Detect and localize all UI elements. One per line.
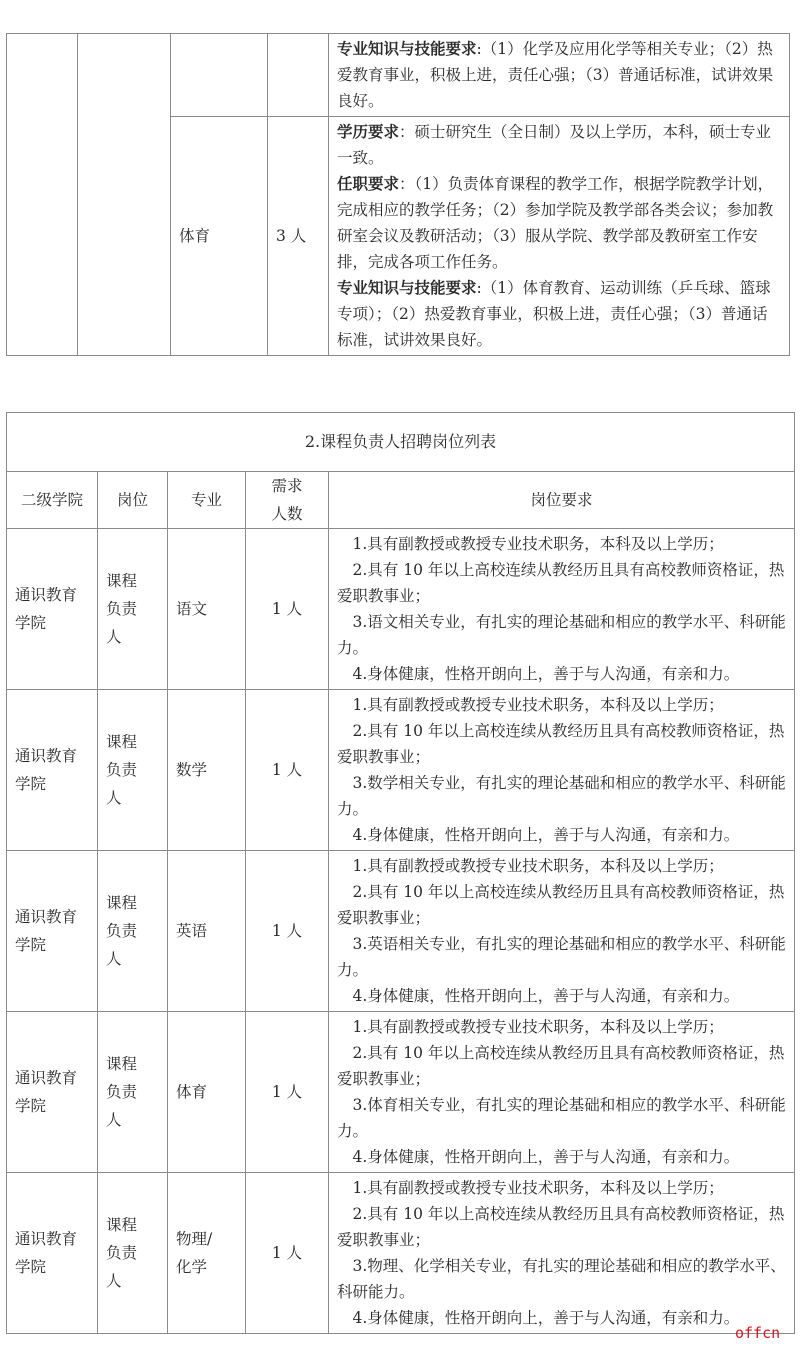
req-label: 学历要求 — [337, 122, 400, 141]
position-cell — [78, 34, 171, 356]
count-cell: 1 人 — [246, 1173, 329, 1334]
position-cell: 课程负责人 — [98, 1173, 168, 1334]
req-text: :（1）化学及应用化学等相关专业；（2）热爱教育事业，积极上进，责任心强；（3）普通话标准，试讲效果良好。 — [337, 40, 774, 110]
requirement-item: 4.身体健康，性格开朗向上，善于与人沟通，有亲和力。 — [352, 1148, 740, 1166]
header-major: 专业 — [168, 472, 246, 529]
requirements-cell — [329, 690, 795, 851]
requirement-item: 4.身体健康，性格开朗向上，善于与人沟通，有亲和力。 — [352, 665, 740, 683]
requirement-item: 3.体育相关专业，有扎实的理论基础和相应的教学水平、科研能力。 — [337, 1096, 786, 1140]
requirement-item: 3.英语相关专业，有扎实的理论基础和相应的教学水平、科研能力。 — [337, 935, 786, 979]
count-cell — [268, 34, 329, 117]
requirements-cell — [329, 117, 790, 356]
table-row — [7, 690, 795, 851]
header-count: 需求人数 — [246, 472, 329, 529]
teacher-position-table-continued — [6, 33, 790, 356]
header-college: 二级学院 — [7, 472, 98, 529]
requirements-cell — [329, 1012, 795, 1173]
requirement-item: 1.具有副教授或教授专业技术职务，本科及以上学历； — [352, 857, 724, 875]
course-leader-position-table — [6, 412, 795, 1334]
table-row — [7, 1012, 795, 1173]
major-cell: 体育 — [168, 1012, 246, 1173]
table-row — [7, 1173, 795, 1334]
requirement-item: 4.身体健康，性格开朗向上，善于与人沟通，有亲和力。 — [352, 987, 740, 1005]
requirement-item: 2.具有 10 年以上高校连续从教经历且具有高校教师资格证，热爱职教事业； — [337, 1044, 785, 1088]
major-cell: 语文 — [168, 529, 246, 690]
requirement-item: 3.语文相关专业，有扎实的理论基础和相应的教学水平、科研能力。 — [337, 613, 786, 657]
offcn-watermark: offcn — [735, 1324, 781, 1342]
table-header-row — [7, 472, 795, 529]
position-cell: 课程负责人 — [98, 851, 168, 1012]
header-requirements: 岗位要求 — [329, 472, 795, 529]
req-text: :（1）体育教育、运动训练（乒乓球、篮球专项）；（2）热爱教育事业，积极上进，责任心强；（3）普通话标准，试讲效果良好。 — [337, 279, 771, 349]
major-cell — [171, 34, 268, 117]
requirement-item: 4.身体健康，性格开朗向上，善于与人沟通，有亲和力。 — [352, 1309, 740, 1327]
requirements-cell — [329, 529, 795, 690]
table-row — [7, 529, 795, 690]
count-cell: 1 人 — [246, 851, 329, 1012]
requirement-item: 1.具有副教授或教授专业技术职务，本科及以上学历； — [352, 696, 724, 714]
req-label: 专业知识与技能要求 — [337, 278, 477, 297]
requirement-item: 2.具有 10 年以上高校连续从教经历且具有高校教师资格证，热爱职教事业； — [337, 722, 785, 766]
table-row — [7, 34, 790, 117]
college-cell: 通识教育学院 — [7, 529, 98, 690]
req-label: 任职要求 — [337, 174, 400, 193]
major-cell: 英语 — [168, 851, 246, 1012]
college-cell: 通识教育学院 — [7, 1173, 98, 1334]
requirement-item: 2.具有 10 年以上高校连续从教经历且具有高校教师资格证，热爱职教事业； — [337, 561, 785, 605]
position-cell: 课程负责人 — [98, 529, 168, 690]
req-text: ：（1）负责体育课程的教学工作，根据学院教学计划，完成相应的教学任务；（2）参加学院及教学部各类会议；参加教研室会议及教研活动；（3）服从学院、教学部及教研室工作安排，完成各项工作任务。 — [337, 175, 774, 271]
position-cell: 课程负责人 — [98, 1012, 168, 1173]
position-cell: 课程负责人 — [98, 690, 168, 851]
count-cell: 1 人 — [246, 529, 329, 690]
req-text: ：硕士研究生（全日制）及以上学历，本科，硕士专业一致。 — [337, 123, 772, 167]
requirement-item: 2.具有 10 年以上高校连续从教经历且具有高校教师资格证，热爱职教事业； — [337, 883, 785, 927]
req-label: 专业知识与技能要求 — [337, 39, 477, 58]
college-cell: 通识教育学院 — [7, 690, 98, 851]
count-cell: 1 人 — [246, 690, 329, 851]
table-row — [7, 851, 795, 1012]
college-cell: 通识教育学院 — [7, 851, 98, 1012]
requirement-item: 3.物理、化学相关专业，有扎实的理论基础和相应的教学水平、科研能力。 — [337, 1257, 786, 1301]
requirements-cell — [329, 1173, 795, 1334]
college-cell: 通识教育学院 — [7, 1012, 98, 1173]
requirement-item: 4.身体健康，性格开朗向上，善于与人沟通，有亲和力。 — [352, 826, 740, 844]
requirement-item: 1.具有副教授或教授专业技术职务，本科及以上学历； — [352, 1179, 724, 1197]
requirement-item: 1.具有副教授或教授专业技术职务，本科及以上学历； — [352, 535, 724, 553]
requirement-item: 2.具有 10 年以上高校连续从教经历且具有高校教师资格证，热爱职教事业； — [337, 1205, 785, 1249]
requirement-item: 1.具有副教授或教授专业技术职务，本科及以上学历； — [352, 1018, 724, 1036]
requirements-cell — [329, 34, 790, 117]
college-cell — [7, 34, 78, 356]
requirement-item: 3.数学相关专业，有扎实的理论基础和相应的教学水平、科研能力。 — [337, 774, 786, 818]
count-cell: 1 人 — [246, 1012, 329, 1173]
header-position: 岗位 — [98, 472, 168, 529]
count-cell: 3 人 — [268, 117, 329, 356]
table-title-row — [7, 413, 795, 472]
major-cell: 体育 — [171, 117, 268, 356]
major-cell: 物理/化学 — [168, 1173, 246, 1334]
table-title: 2.课程负责人招聘岗位列表 — [7, 413, 795, 472]
major-cell: 数学 — [168, 690, 246, 851]
requirements-cell — [329, 851, 795, 1012]
